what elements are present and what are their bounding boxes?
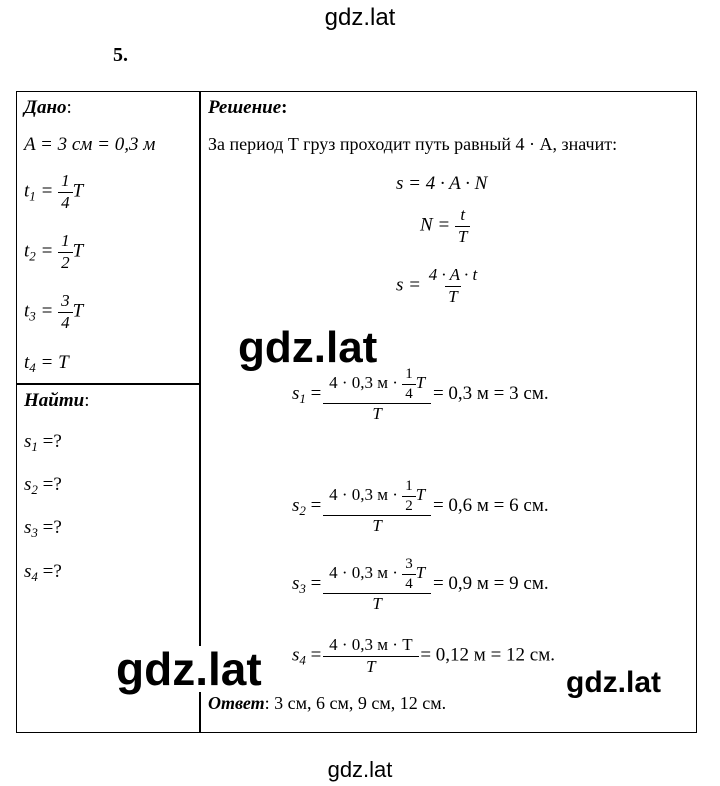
given-find-divider (16, 383, 200, 385)
find-s1: $s_1$ =? (24, 431, 62, 454)
answer-line: Ответ: 3 см, 6 см, 9 см, 12 см. (208, 693, 447, 713)
given-heading: Дано: (24, 97, 72, 118)
top-watermark: gdz.lat (324, 4, 396, 31)
column-divider (199, 91, 201, 733)
watermark-mid: gdz.lat (230, 326, 385, 370)
equation-s3: $s_3$ = 4 · 0,3 м · $\frac{3}{4}$ T T = 0,9 м = 9 см. (292, 556, 549, 613)
given-t1: $t_1$ = $\frac{1}{4}$ T (24, 171, 84, 212)
given-t4: $t_4 = T$ (24, 352, 69, 375)
find-s3: $s_3$ =? (24, 517, 62, 540)
given-amplitude: A = 3 см = 0,3 м (24, 134, 156, 155)
equation-s4: $s_4$ = $\frac{4 \cdot 0,3 м \cdot T}{T}$ = 0,12 м = 12 см. (292, 635, 556, 676)
find-heading: Найти: (24, 390, 90, 411)
solution-intro: За период T груз проходит путь равный 4 · A, значит: (208, 134, 618, 154)
equation-s2: $s_2$ = 4 · 0,3 м · $\frac{1}{2}$ T T = 0,6 м = 6 см. (292, 478, 549, 535)
bottom-watermark: gdz.lat (327, 757, 393, 782)
equation-general: s = $\frac{4 \cdot A \cdot t}{T}$ (396, 265, 478, 306)
equation-oscillations: N = $\frac{t}{T}$ (420, 206, 470, 246)
equation-path: s = 4 · A · N (396, 173, 488, 194)
problem-number: 5. (113, 44, 128, 66)
given-t3: $t_3$ = $\frac{3}{4}$ T (24, 291, 84, 332)
find-s2: $s_2$ =? (24, 474, 62, 497)
equation-s1: $s_1$ = 4 · 0,3 м · $\frac{1}{4}$ T T = 0,3 м = 3 см. (292, 366, 549, 423)
solution-heading: Решение: (208, 97, 288, 118)
find-s4: $s_4$ =? (24, 561, 62, 584)
watermark-lower-left: gdz.lat (110, 646, 268, 692)
given-t2: $t_2$ = $\frac{1}{2}$ T (24, 231, 84, 272)
watermark-lower-right: gdz.lat (560, 668, 688, 698)
